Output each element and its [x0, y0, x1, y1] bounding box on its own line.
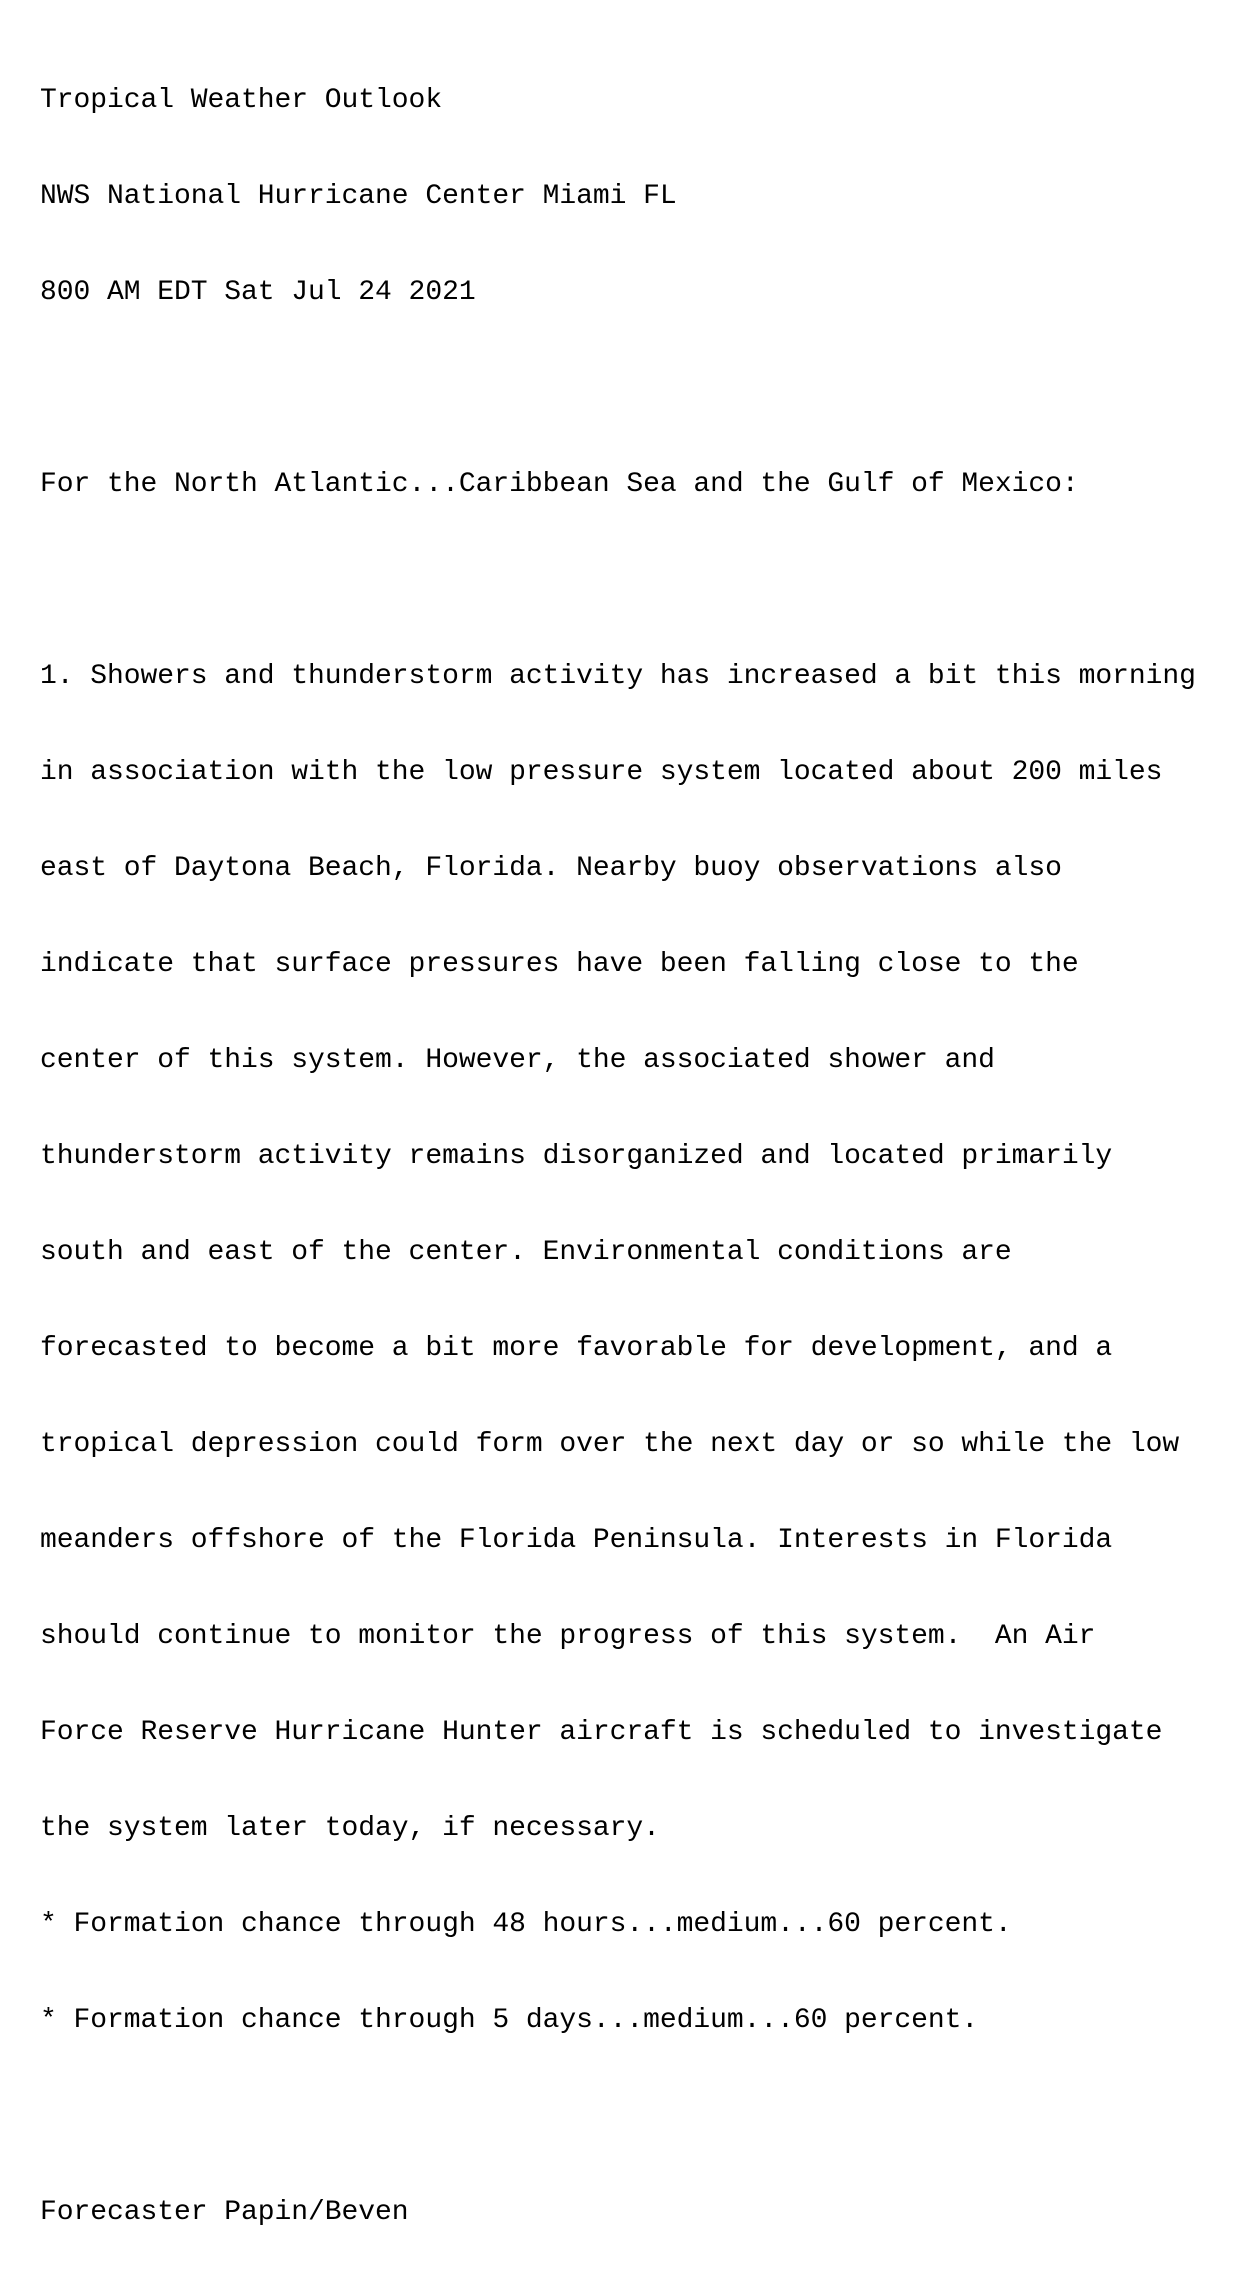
product-title: Tropical Weather Outlook [40, 85, 443, 116]
formation-chance-5d: * Formation chance through 5 days...medium...60 percent. [40, 2005, 979, 2036]
region-heading: For the North Atlantic...Caribbean Sea and the Gulf of Mexico: [40, 469, 1079, 500]
outlook-line: indicate that surface pressures have been falling close to the [40, 949, 1079, 980]
blank-line [40, 565, 1254, 597]
forecaster-signature: Forecaster Papin/Beven [40, 2197, 409, 2228]
outlook-line: east of Daytona Beach, Florida. Nearby buoy observations also [40, 853, 1062, 884]
outlook-line: the system later today, if necessary. [40, 1813, 660, 1844]
issuing-office: NWS National Hurricane Center Miami FL [40, 181, 677, 212]
formation-chance-48h: * Formation chance through 48 hours...medium...60 percent. [40, 1909, 1012, 1940]
outlook-line: meanders offshore of the Florida Peninsula. Interests in Florida [40, 1525, 1113, 1556]
outlook-text [40, 21, 1254, 2293]
outlook-line: in association with the low pressure system located about 200 miles [40, 757, 1163, 788]
outlook-line: tropical depression could form over the next day or so while the low [40, 1429, 1180, 1460]
outlook-line: south and east of the center. Environmental conditions are [40, 1237, 1012, 1268]
outlook-line: center of this system. However, the associated shower and [40, 1045, 995, 1076]
outlook-line: thunderstorm activity remains disorganized and located primarily [40, 1141, 1113, 1172]
blank-line [40, 2101, 1254, 2133]
outlook-line: 1. Showers and thunderstorm activity has increased a bit this morning [40, 661, 1196, 692]
outlook-line: forecasted to become a bit more favorable for development, and a [40, 1333, 1113, 1364]
issue-time: 800 AM EDT Sat Jul 24 2021 [40, 277, 476, 308]
outlook-line: Force Reserve Hurricane Hunter aircraft is scheduled to investigate [40, 1717, 1163, 1748]
outlook-line: should continue to monitor the progress of this system. An Air [40, 1621, 1096, 1652]
blank-line [40, 373, 1254, 405]
